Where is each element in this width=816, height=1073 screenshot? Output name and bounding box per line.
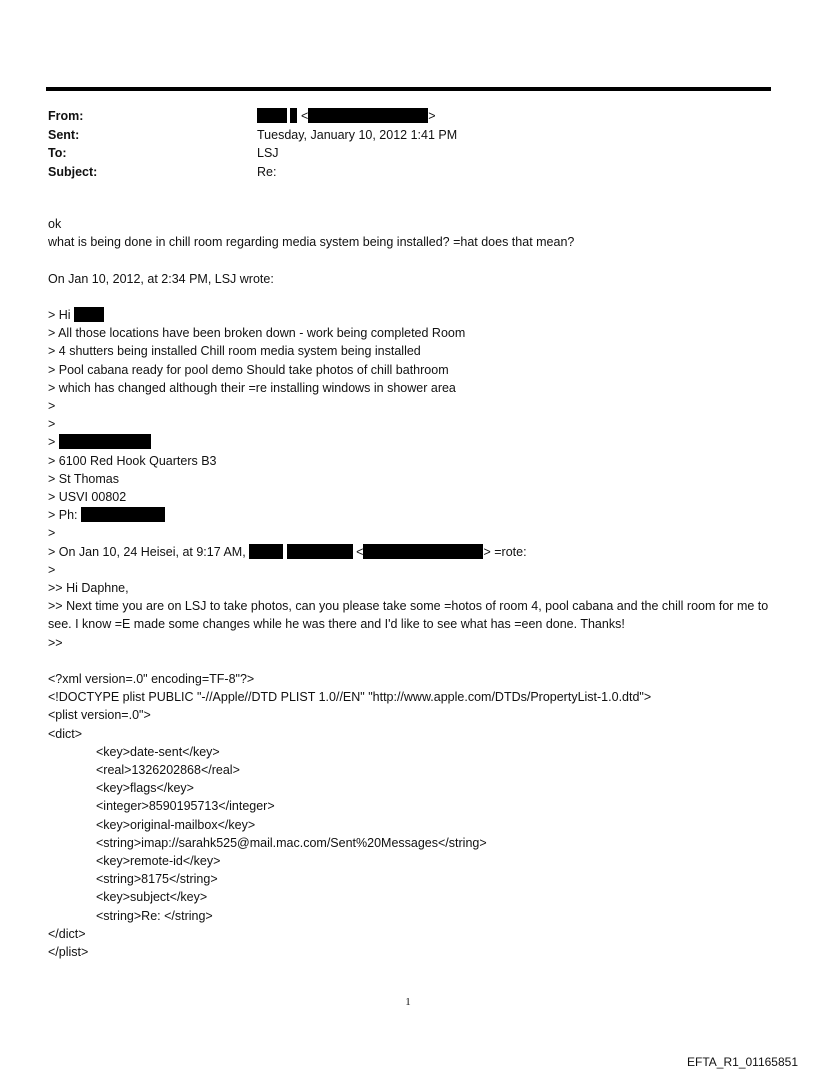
email-body bbox=[48, 215, 773, 961]
page-number: 1 bbox=[405, 996, 411, 1008]
quoted-line bbox=[48, 506, 773, 524]
redaction-block bbox=[74, 307, 104, 322]
quoted-line: >> Next time you are on LSJ to take photos, can you please take some =hotos of room 4, pool cabana and the chill room for me to see. I know =E made some changes while he was there and I'd like to see what has =een done. Thanks! bbox=[48, 599, 772, 632]
from-value bbox=[257, 107, 436, 126]
plist-line: <string>8175</string> bbox=[96, 872, 218, 887]
redaction-block bbox=[290, 108, 297, 123]
plist-line: <plist version=.0"> bbox=[48, 708, 151, 723]
quoted-line bbox=[48, 306, 773, 324]
plist-line: <integer>8590195713</integer> bbox=[96, 799, 275, 814]
quoted-line: > Pool cabana ready for pool demo Should take photos of chill bathroom bbox=[48, 362, 449, 377]
quoted-on: > On Jan 10, 24 Heisei, at 9:17 AM, bbox=[48, 544, 246, 559]
quoted-line: > bbox=[48, 562, 56, 577]
document-id: EFTA_R1_01165851 bbox=[687, 1055, 798, 1069]
to-label: To: bbox=[48, 146, 67, 160]
quote-intro: On Jan 10, 2012, at 2:34 PM, LSJ wrote: bbox=[48, 271, 274, 286]
plist-line: <key>subject</key> bbox=[96, 890, 208, 905]
plist-line: <!DOCTYPE plist PUBLIC "-//Apple//DTD PLIST 1.0//EN" "http://www.apple.com/DTDs/PropertyList-1.0.dtd"> bbox=[48, 690, 652, 705]
plist-line: <key>original-mailbox</key> bbox=[96, 817, 256, 832]
redaction-block bbox=[363, 544, 483, 559]
quoted-line bbox=[48, 433, 773, 451]
quoted-line: > 6100 Red Hook Quarters B3 bbox=[48, 453, 217, 468]
sent-label: Sent: bbox=[48, 127, 80, 142]
redaction-block bbox=[59, 434, 151, 449]
from-label: From: bbox=[48, 109, 84, 123]
plist-line: <key>date-sent</key> bbox=[96, 744, 220, 759]
to-value: LSJ bbox=[257, 146, 279, 160]
subject-label: Subject: bbox=[48, 164, 98, 179]
quoted-line: > All those locations have been broken down - work being completed Room bbox=[48, 326, 466, 341]
redaction-block bbox=[257, 108, 287, 123]
plist-line: </plist> bbox=[48, 945, 89, 960]
redaction-block bbox=[287, 544, 353, 559]
reply-line: what is being done in chill room regarding media system being installed? =hat does that mean? bbox=[48, 235, 575, 250]
plist-line: <real>1326202868</real> bbox=[96, 763, 240, 778]
from-gt: > bbox=[428, 109, 436, 123]
plist-line: <?xml version=.0" encoding=TF-8"?> bbox=[48, 672, 255, 687]
plist-line: <dict> bbox=[48, 726, 83, 741]
quoted-marker: > bbox=[48, 435, 56, 450]
quoted-line: > which has changed although their =re installing windows in shower area bbox=[48, 380, 456, 395]
sent-value: Tuesday, January 10, 2012 1:41 PM bbox=[257, 127, 458, 142]
plist-line: <string>imap://sarahk525@mail.mac.com/Sent%20Messages</string> bbox=[96, 835, 487, 850]
quoted-on-suffix: > =rote: bbox=[483, 544, 527, 559]
plist-line: <string>Re: </string> bbox=[96, 908, 213, 923]
quoted-ph: > Ph: bbox=[48, 508, 78, 523]
redaction-block bbox=[249, 544, 283, 559]
plist-line: <key>remote-id</key> bbox=[96, 854, 221, 869]
header-rule bbox=[46, 87, 771, 91]
quoted-line bbox=[48, 543, 773, 561]
quoted-line: > bbox=[48, 417, 56, 432]
reply-line: ok bbox=[48, 217, 62, 231]
redaction-block bbox=[81, 507, 165, 522]
plist-line: <key>flags</key> bbox=[96, 781, 194, 796]
quoted-line: >> Hi Daphne, bbox=[48, 581, 129, 596]
subject-value: Re: bbox=[257, 164, 277, 179]
quoted-line: >> bbox=[48, 635, 63, 650]
redaction-block bbox=[308, 108, 428, 123]
quoted-line: > bbox=[48, 526, 56, 541]
quoted-line: > 4 shutters being installed Chill room media system being installed bbox=[48, 344, 421, 359]
quoted-line: > St Thomas bbox=[48, 471, 119, 486]
quoted-line: > USVI 00802 bbox=[48, 490, 127, 505]
quoted-on-lt: < bbox=[356, 544, 364, 559]
quoted-hi: > Hi bbox=[48, 307, 71, 322]
quoted-line: > bbox=[48, 399, 56, 413]
from-lt: < bbox=[300, 109, 309, 123]
plist-line: </dict> bbox=[48, 926, 86, 941]
